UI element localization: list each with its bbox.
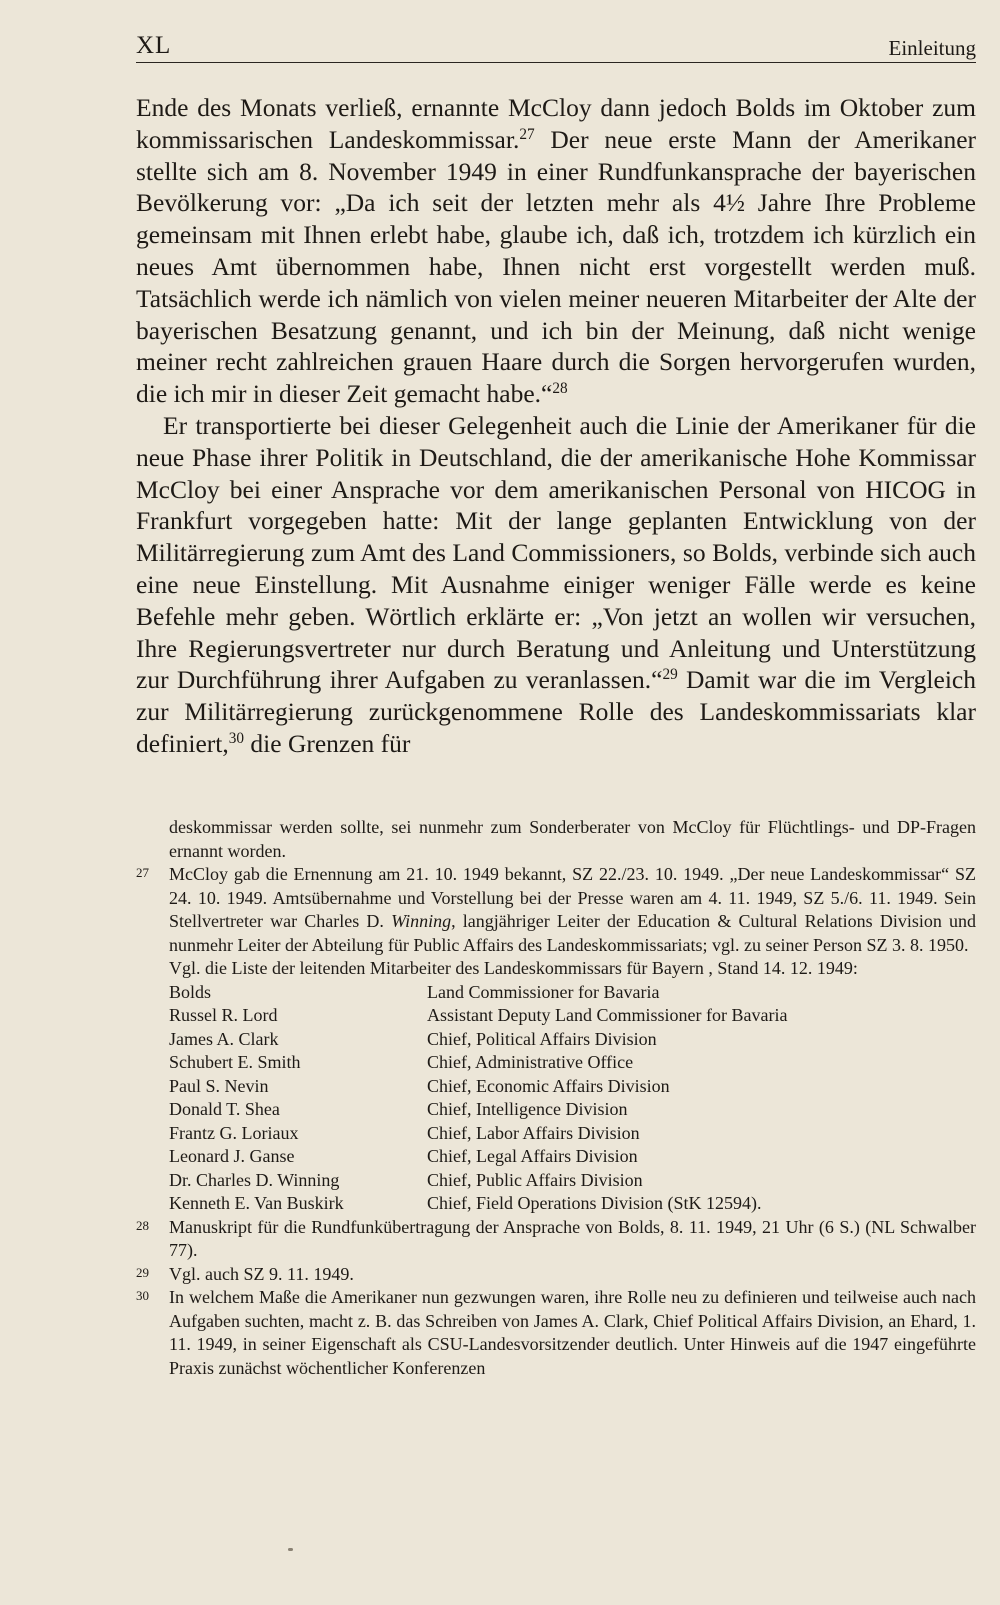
- footnote-ref: 30: [228, 729, 245, 747]
- staff-role: Chief, Legal Affairs Division: [427, 1146, 638, 1166]
- footnote-number: 30: [136, 1288, 149, 1303]
- staff-name: James A. Clark: [169, 1028, 279, 1049]
- paragraph-text: Ende des Monats verließ, ernannte McCloy dann jedoch Bolds im Oktober zum kommissarischen Landeskommissar.: [136, 93, 976, 154]
- staff-row: [169, 1098, 976, 1122]
- staff-role: Land Commissioner for Bavaria: [427, 981, 660, 1002]
- staff-role: Chief, Political Affairs Division: [427, 1028, 657, 1049]
- staff-name: Frantz G. Loriaux: [169, 1122, 299, 1143]
- staff-row: [169, 1075, 976, 1099]
- footnote-ref: 28: [552, 380, 568, 397]
- footnote-29: [136, 1263, 976, 1287]
- footnote-text: In welchem Maße die Amerikaner nun gezwungen waren, ihre Rolle neu zu definieren und teilweise auch nach Aufgaben suchten, macht z. B. das Schreiben von James A. Clark, Chief Political Affairs Division, an Ehard, 1. 11. 1949, in seiner Eigenschaft als CSU-Landesvorsitzender deutlich. Unter Hinweis auf die 1947 eingeführte Praxis zunächst wöchentlicher Konferenzen: [169, 1287, 976, 1378]
- staff-role: Assistant Deputy Land Commissioner for Bavaria: [427, 1005, 788, 1025]
- paragraph-text: Damit war die im Vergleich zur Militärregierung zurückgenommene Rolle des Landeskommissariats klar definiert,: [136, 665, 976, 758]
- footnote-30: [136, 1286, 976, 1380]
- paragraph-2: [136, 410, 976, 760]
- staff-row: [169, 1169, 976, 1193]
- staff-name: Donald T. Shea: [169, 1099, 280, 1119]
- footnote-number: 27: [136, 865, 149, 880]
- staff-role: Chief, Labor Affairs Division: [427, 1122, 640, 1143]
- paragraph-text: Er transportierte bei dieser Gelegenheit auch die Linie der Amerikaner für die neue Phase ihrer Politik in Deutschland, die der amerikanische Hohe Kommissar McCloy bei einer Ansprache vor dem amerikanischen Personal von HICOG in Frankfurt vorgegeben hatte: Mit der lange geplanten Entwicklung von der Militärregierung zum Amt des Land Commissioners, so Bolds, verbinde sich auch eine neue Einstellung. Mit Ausnahme einiger weniger Fälle werde es keine Befehle mehr geben. Wörtlich erklärte er: „Von jetzt an wollen wir versuchen, Ihre Regierungsvertreter nur durch Beratung und Anleitung und Unterstützung zur Durchführung ihrer Aufgaben zu veranlassen.“: [136, 410, 976, 695]
- main-text: [136, 92, 976, 760]
- paragraph-1: [136, 92, 976, 410]
- staff-name: Kenneth E. Van Buskirk: [169, 1193, 344, 1213]
- staff-name: Dr. Charles D. Winning: [169, 1169, 340, 1190]
- footnote-emphasis: Winning: [391, 911, 452, 931]
- staff-name: Russel R. Lord: [169, 1005, 278, 1025]
- staff-role: Chief, Administrative Office: [427, 1052, 634, 1072]
- staff-name: Schubert E. Smith: [169, 1052, 301, 1072]
- staff-role: Chief, Field Operations Division (StK 12594).: [427, 1193, 762, 1213]
- footnote-number: 29: [136, 1264, 149, 1280]
- paragraph-text: die Grenzen für: [244, 728, 411, 758]
- footnote-text: McCloy gab die Ernennung am 21. 10. 1949 bekannt, SZ 22./23. 10. 1949. „Der neue Landeskommissar“ SZ 24. 10. 1949. Amtsübernahme und Vorstellung bei der Presse waren am 4. 11. 1949, SZ 5./6. 11. 1949. Sein Stellvertreter war Charles D.: [169, 864, 976, 931]
- footnote-ref: 27: [519, 125, 535, 143]
- staff-row: [169, 1051, 976, 1075]
- staff-role: Chief, Public Affairs Division: [427, 1169, 643, 1190]
- staff-row: [169, 1028, 976, 1052]
- page-number: XL: [136, 32, 172, 59]
- staff-role: Chief, Intelligence Division: [427, 1099, 628, 1119]
- running-title: Einleitung: [888, 36, 976, 60]
- staff-row: [169, 1145, 976, 1169]
- staff-row: [169, 1192, 976, 1216]
- footnote-text: , langjähriger Leiter der Education & Cultural Relations Division und nunmehr Leiter der Abteilung für Public Affairs des Landeskommissariats; vgl. zu seiner Person SZ 3. 8. 1950.: [169, 911, 976, 955]
- paragraph-text: Der neue erste Mann der Amerikaner stellte sich am 8. November 1949 in einer Rundfunkansprache der bayerischen Bevölkerung vor: „Da ich seit der letzten mehr als 4½ Jahre Ihre Probleme gemeinsam mit Ihnen erlebt habe, glaube ich, daß ich, trotzdem ich kürzlich ein neues Amt übernommen habe, Ihnen nicht erst vorgestellt werden muß. Tatsächlich werde ich nämlich von vielen meiner neueren Mitarbeiter der Alte der bayerischen Besatzung genannt, und ich bin der Meinung, daß nicht wenige meiner recht zahlreichen grauen Haare durch die Sorgen hervorgerufen wurden, die ich mir in dieser Zeit gemacht habe.“: [136, 124, 976, 409]
- footnote-text: Manuskript für die Rundfunkübertragung der Ansprache von Bolds, 8. 11. 1949, 21 Uhr (6 S.) (NL Schwalber 77).: [169, 1216, 976, 1260]
- staff-row: [169, 981, 976, 1005]
- staff-list-intro: Vgl. die Liste der leitenden Mitarbeiter des Landeskommissars für Bayern , Stand 14. 12. 1949:: [169, 958, 858, 978]
- footnote-ref: 29: [662, 666, 678, 684]
- footnote-28: [136, 1216, 976, 1263]
- footnote-number: 28: [136, 1217, 149, 1233]
- footnote-27: [136, 863, 976, 957]
- staff-name: Bolds: [169, 981, 212, 1002]
- footnote-continuation: deskommissar werden sollte, sei nunmehr zum Sonderberater von McCloy für Flüchtlings- und DP-Fragen ernannt worden.: [169, 817, 976, 861]
- page-header: [136, 30, 976, 62]
- footnotes: [136, 816, 976, 1380]
- header-rule: [136, 62, 976, 63]
- staff-row: [169, 1004, 976, 1028]
- staff-row: [169, 1122, 976, 1146]
- ink-speck: [288, 1548, 293, 1551]
- staff-role: Chief, Economic Affairs Division: [427, 1075, 670, 1096]
- staff-name: Paul S. Nevin: [169, 1075, 269, 1096]
- footnote-text: Vgl. auch SZ 9. 11. 1949.: [169, 1263, 354, 1284]
- staff-list: [136, 981, 976, 1216]
- staff-name: Leonard J. Ganse: [169, 1146, 295, 1166]
